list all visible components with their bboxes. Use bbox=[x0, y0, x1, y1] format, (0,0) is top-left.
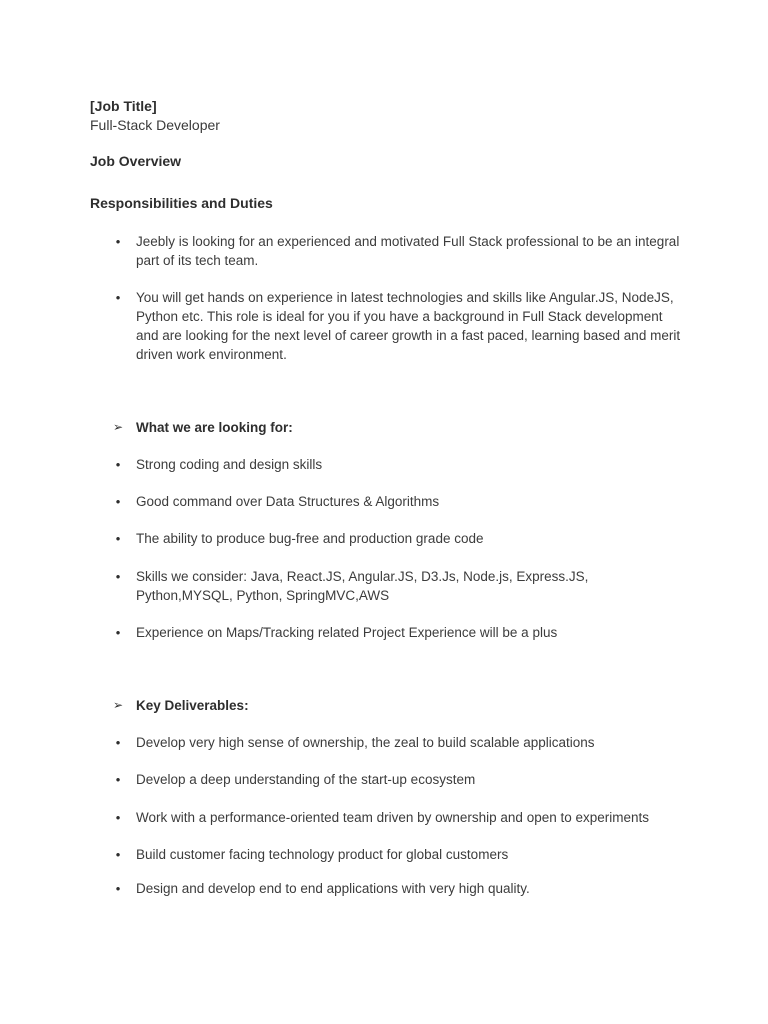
bullet-icon: • bbox=[115, 772, 121, 787]
list-item: Experience on Maps/Tracking related Project Experience will be a plus bbox=[136, 625, 558, 640]
list-item: Develop very high sense of ownership, the zeal to build scalable applications bbox=[136, 735, 595, 750]
bullet-icon: • bbox=[115, 457, 121, 472]
bullet-icon: • bbox=[115, 847, 121, 862]
list-item: You will get hands on experience in latest technologies and skills like Angular.JS, NodeJS, Python etc. This role is ideal for you if you have a background in Full Stack development and are looking for the next level of career growth in a fast paced, learning based and merit driven work environment. bbox=[136, 290, 681, 362]
list-item: Good command over Data Structures & Algorithms bbox=[136, 494, 440, 509]
job-overview-heading: Job Overview bbox=[90, 153, 182, 169]
bullet-icon: • bbox=[115, 881, 121, 896]
list-item: Design and develop end to end applications with very high quality. bbox=[136, 881, 530, 896]
list-item: Skills we consider: Java, React.JS, Angular.JS, D3.Js, Node.js, Express.JS, Python,MYSQL, Python, SpringMVC,AWS bbox=[136, 569, 589, 603]
list-item: Build customer facing technology product for global customers bbox=[136, 847, 509, 862]
arrow-bullet-icon: ➢ bbox=[112, 698, 124, 712]
list-item: Strong coding and design skills bbox=[136, 457, 323, 472]
bullet-icon: • bbox=[115, 810, 121, 825]
bullet-icon: • bbox=[115, 625, 121, 640]
bullet-icon: • bbox=[115, 735, 121, 750]
deliverables-heading: Key Deliverables: bbox=[136, 698, 249, 713]
bullet-icon: • bbox=[115, 494, 121, 509]
responsibilities-heading: Responsibilities and Duties bbox=[90, 195, 273, 211]
job-title-label: [Job Title] bbox=[90, 98, 157, 114]
list-item: The ability to produce bug-free and production grade code bbox=[136, 531, 484, 546]
list-item: Jeebly is looking for an experienced and motivated Full Stack professional to be an integral part of its tech team. bbox=[136, 234, 680, 268]
arrow-bullet-icon: ➢ bbox=[112, 420, 124, 434]
looking-for-heading: What we are looking for: bbox=[136, 420, 293, 435]
bullet-icon: • bbox=[115, 234, 121, 249]
list-item: Develop a deep understanding of the start-up ecosystem bbox=[136, 772, 476, 787]
bullet-icon: • bbox=[115, 569, 121, 584]
list-item: Work with a performance-oriented team driven by ownership and open to experiments bbox=[136, 810, 650, 825]
job-title-value: Full-Stack Developer bbox=[90, 117, 220, 133]
bullet-icon: • bbox=[115, 531, 121, 546]
bullet-icon: • bbox=[115, 290, 121, 305]
